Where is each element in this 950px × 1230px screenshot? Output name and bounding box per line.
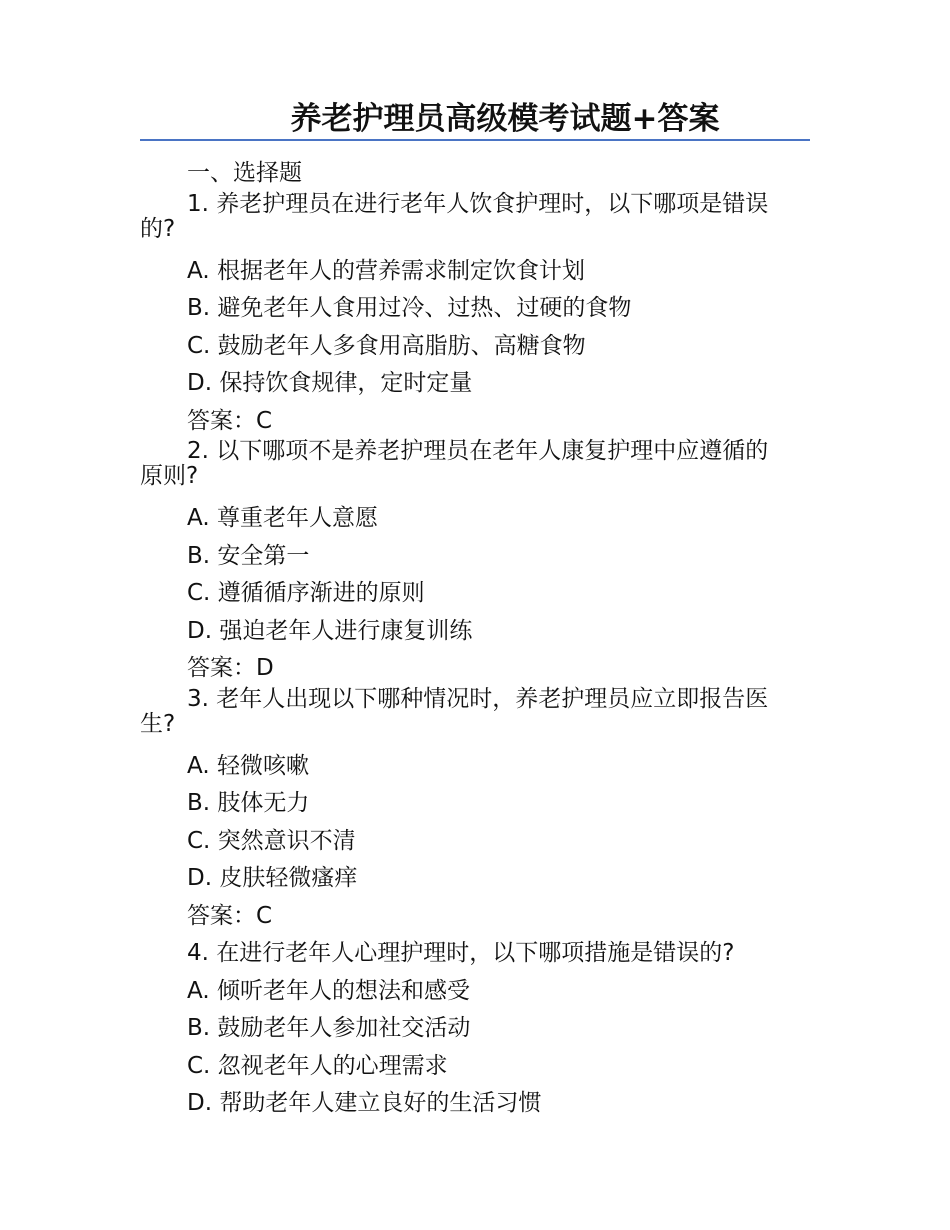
question-stem-line: 的? (140, 215, 176, 242)
option: A. 轻微咳嗽 (187, 752, 309, 779)
answer: 答案：D (187, 655, 274, 681)
option: D. 皮肤轻微瘙痒 (187, 865, 358, 891)
option: C. 忽视老年人的心理需求 (187, 1052, 448, 1079)
question-stem: 4. 在进行老年人心理护理时，以下哪项措施是错误的? (187, 940, 735, 966)
option: D. 帮助老年人建立良好的生活习惯 (187, 1090, 542, 1116)
option: A. 尊重老年人意愿 (187, 505, 378, 531)
question-stem (140, 192, 810, 243)
answer: 答案：C (187, 902, 273, 929)
question-stem-line: 2. 以下哪项不是养老护理员在老年人康复护理中应遵循的 (187, 438, 769, 464)
option: C. 突然意识不清 (187, 827, 356, 854)
question-stem-line: 原则? (140, 463, 199, 489)
question-stem-line: 生? (140, 710, 176, 737)
document-body (140, 155, 810, 1123)
question-stem (140, 687, 810, 738)
option: B. 避免老年人食用过冷、过热、过硬的食物 (187, 295, 632, 321)
option: A. 倾听老年人的想法和感受 (187, 977, 470, 1004)
question-stem-line: 3. 老年人出现以下哪种情况时，养老护理员应立即报告医 (187, 685, 769, 712)
option: B. 肢体无力 (187, 790, 310, 816)
option: B. 安全第一 (187, 542, 310, 569)
option: D. 强迫老年人进行康复训练 (187, 617, 473, 644)
answer: 答案：C (187, 407, 273, 434)
question-stem-line: 1. 养老护理员在进行老年人饮食护理时，以下哪项是错误 (187, 190, 769, 217)
question-stem (140, 439, 810, 490)
option: C. 遵循循序渐进的原则 (187, 580, 425, 606)
option: A. 根据老年人的营养需求制定饮食计划 (187, 257, 585, 284)
option: C. 鼓励老年人多食用高脂肪、高糖食物 (187, 332, 586, 359)
document-title: 养老护理员高级模考试题+答案 (290, 101, 720, 137)
title-underline (140, 139, 810, 141)
option: D. 保持饮食规律，定时定量 (187, 370, 473, 396)
option: B. 鼓励老年人参加社交活动 (187, 1015, 471, 1041)
section-heading: 一、选择题 (187, 160, 302, 186)
